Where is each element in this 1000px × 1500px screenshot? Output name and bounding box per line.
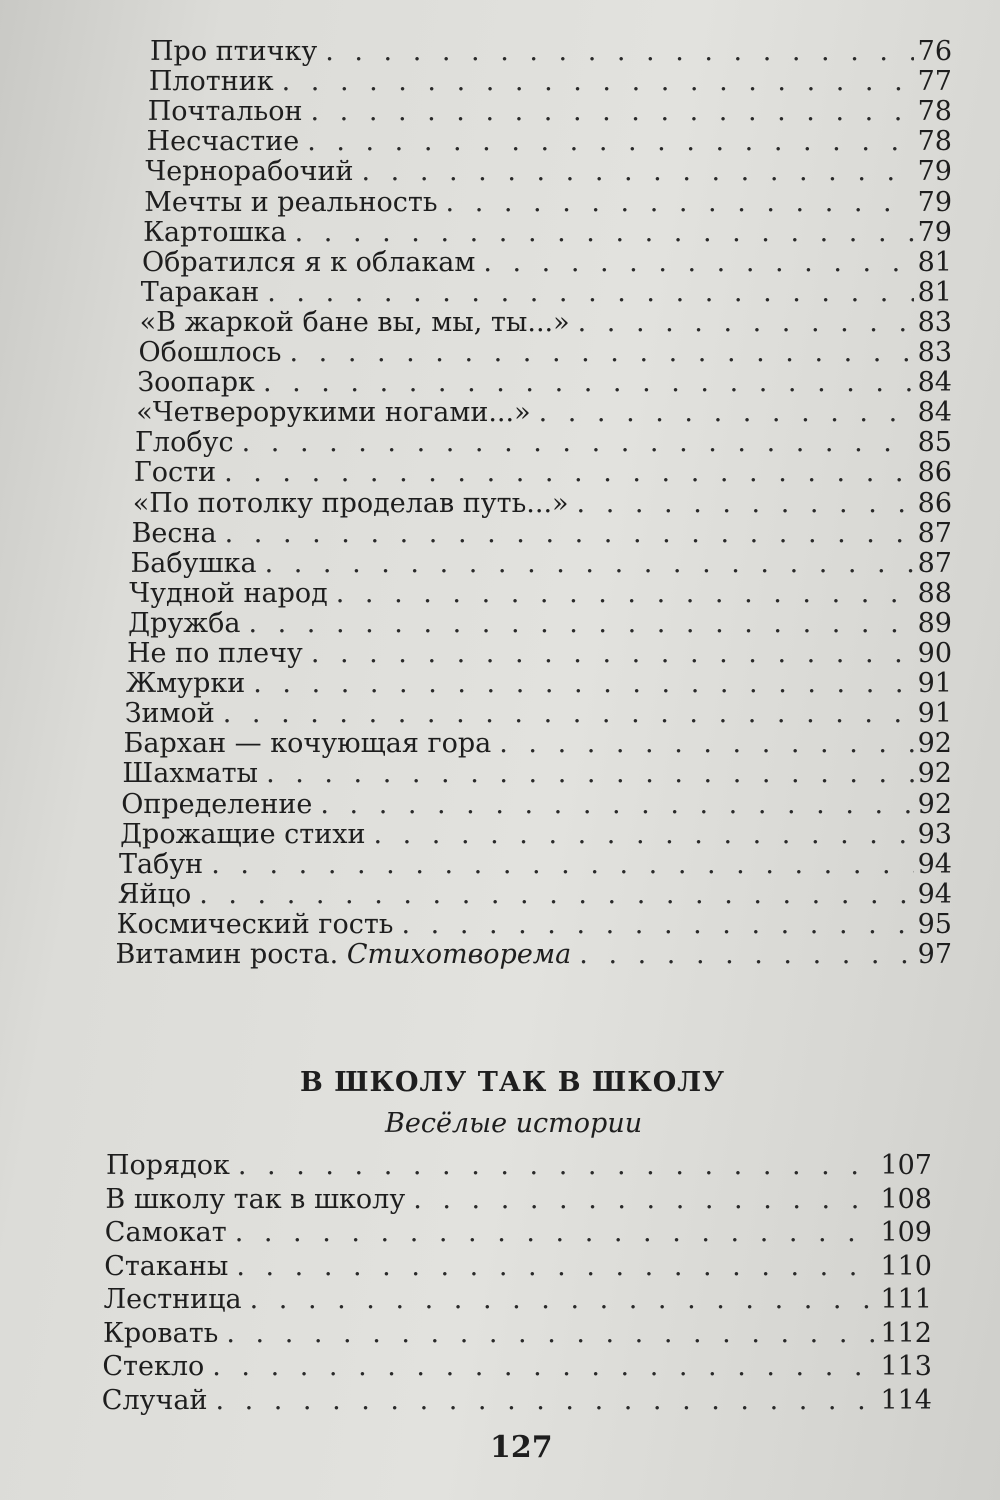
toc-entry-title-text: Жмурки: [125, 668, 246, 700]
toc-entry-page: 79: [917, 156, 952, 188]
toc-entry-page: 108: [880, 1183, 932, 1215]
toc-entry-page: 87: [917, 517, 952, 549]
toc-entry-page: 112: [880, 1317, 932, 1349]
toc-entry-title-text: Почтальон: [147, 96, 303, 128]
toc-entry: [102, 1351, 932, 1383]
dot-leader: [250, 1284, 877, 1316]
toc-entry-title-text: Обратился я к облакам: [141, 246, 476, 278]
toc-entry-title-text: Стекло: [102, 1351, 205, 1382]
toc-entry-title-text: Лестница: [103, 1284, 242, 1315]
toc-entry-title: [106, 1150, 230, 1182]
toc-entry-page: 78: [917, 96, 952, 128]
toc-entry-page: 84: [917, 367, 952, 399]
toc-entry-page: 92: [917, 728, 952, 760]
toc-entry-page: 92: [917, 758, 952, 790]
toc-entry: [103, 1318, 932, 1350]
toc-entry-title-text: Несчастие: [146, 126, 300, 158]
toc-entry: [102, 1385, 932, 1417]
toc-entry-page: 86: [917, 487, 952, 519]
toc-entry-page: 85: [917, 427, 952, 459]
toc-entry-page: 87: [917, 547, 952, 579]
toc-entry-title: [103, 1318, 218, 1350]
toc-entry: [105, 1184, 932, 1216]
toc-entry-title: [105, 1217, 227, 1249]
toc-entry-title-text: Зимой: [124, 698, 215, 730]
toc-entry-page: 109: [880, 1217, 932, 1248]
toc-entry-title: [102, 1385, 208, 1417]
toc-entry-page: 78: [917, 126, 952, 158]
toc-entry-title-text: Таракан: [140, 276, 260, 308]
toc-entry-title-text: Бархан — кочующая гора: [123, 728, 492, 760]
toc-entry-page: 107: [880, 1150, 932, 1181]
toc-entry-title-text: Весна: [131, 517, 217, 549]
toc-entry-page: 94: [917, 848, 952, 880]
toc-entry-title: [102, 1351, 204, 1383]
toc-entry-page: 81: [917, 276, 952, 308]
toc-entry-title-text: Гости: [133, 457, 217, 489]
dot-leader: [212, 1351, 876, 1383]
toc-entry-page: 84: [917, 397, 952, 429]
toc-entry-page: 81: [917, 246, 952, 278]
dot-leader: [236, 1251, 876, 1283]
section-subtitle: Весёлые истории: [385, 1108, 643, 1139]
toc-entry-title-text: Самокат: [104, 1217, 227, 1248]
toc-entry-title-text: «Четверорукими ногами...»: [136, 397, 531, 429]
toc-entry-title: [104, 1284, 242, 1316]
toc-entry-page: 86: [917, 457, 952, 489]
toc-entry-page: 91: [917, 698, 952, 730]
toc-entry-title-text: Дружба: [128, 607, 241, 639]
toc-entry-page: 94: [917, 878, 952, 910]
toc-entry-title-text: Чудной народ: [129, 577, 328, 609]
toc-entry-title: [104, 1251, 228, 1283]
toc-entry-genre: Стихотворема: [346, 939, 572, 970]
toc-entry-page: 92: [917, 788, 952, 820]
toc-entry-page: 95: [917, 908, 952, 940]
toc-entry-title-text: Табун: [118, 848, 204, 880]
toc-entry-page: 88: [917, 577, 952, 609]
toc-entry-title-text: В школу так в школу: [105, 1183, 406, 1215]
toc-entry: [104, 1251, 932, 1283]
toc-entry-title-text: Чернорабочий: [145, 156, 354, 188]
toc-entry: [104, 1284, 932, 1316]
toc-entry-title-text: Плотник: [148, 66, 274, 98]
section-title: В ШКОЛУ ТАК В ШКОЛУ: [300, 1067, 726, 1098]
toc-entry-title-text: «По потолку проделав путь...»: [132, 487, 569, 519]
toc-entry-page: 91: [917, 668, 952, 700]
toc-entry-page: 90: [917, 638, 952, 669]
dot-leader: [235, 1217, 877, 1249]
dot-leader: [215, 1385, 876, 1417]
toc-entry-title: [105, 1184, 405, 1216]
toc-entry-title-text: Зоопарк: [137, 367, 255, 399]
toc-entry-page: 113: [880, 1351, 932, 1382]
toc-entry-page: 111: [880, 1284, 932, 1315]
toc-entry-title-text: Космический гость: [116, 908, 394, 940]
toc-entry-page: 110: [880, 1250, 932, 1282]
toc-entry-page: 76: [917, 36, 952, 67]
toc-entry-title-text: Определение: [121, 788, 313, 820]
dot-leader: [226, 1318, 876, 1350]
toc-entry: [106, 1150, 932, 1182]
toc-entry-page: 79: [917, 186, 952, 218]
toc-entry-page: 83: [917, 306, 952, 338]
toc-entry-title-text: Глобус: [135, 427, 234, 459]
toc-entry-title-text: Витамин роста.: [115, 939, 339, 970]
dot-leader: [238, 1150, 877, 1182]
toc-entry-title-text: Кровать: [103, 1317, 219, 1349]
dot-leader: [413, 1184, 876, 1216]
toc-entry-page: 114: [880, 1384, 932, 1416]
toc-entry-title-text: Про птичку: [150, 36, 318, 67]
toc-entry-title-text: Стаканы: [104, 1250, 229, 1282]
page-number: 127: [490, 1430, 553, 1465]
toc-entry-page: 89: [917, 607, 952, 639]
toc-entry-page: 83: [917, 337, 952, 368]
toc-entry-title-text: Бабушка: [130, 547, 257, 579]
toc-entry-title-text: Шахматы: [122, 758, 259, 790]
toc-entry-title-text: Мечты и реальность: [144, 186, 438, 218]
toc-entry-title-text: Обошлось: [138, 337, 282, 368]
toc-entry-page: 79: [917, 216, 952, 248]
toc-entry-title-text: Яйцо: [117, 878, 192, 910]
toc-entry-title-text: Случай: [101, 1384, 208, 1416]
toc-entry-title-text: Порядок: [106, 1150, 230, 1181]
toc-entry-title-text: «В жаркой бане вы, мы, ты...»: [139, 306, 570, 338]
toc-entry-page: 77: [917, 66, 952, 98]
toc-entry-title-text: Не по плечу: [127, 638, 303, 669]
toc-entry-page: 97: [917, 939, 952, 970]
toc-entry: [105, 1217, 932, 1249]
toc-entry-title-text: Картошка: [143, 216, 287, 248]
toc-entry-page: 93: [917, 818, 952, 850]
toc-entry-title-text: Дрожащие стихи: [120, 818, 366, 850]
